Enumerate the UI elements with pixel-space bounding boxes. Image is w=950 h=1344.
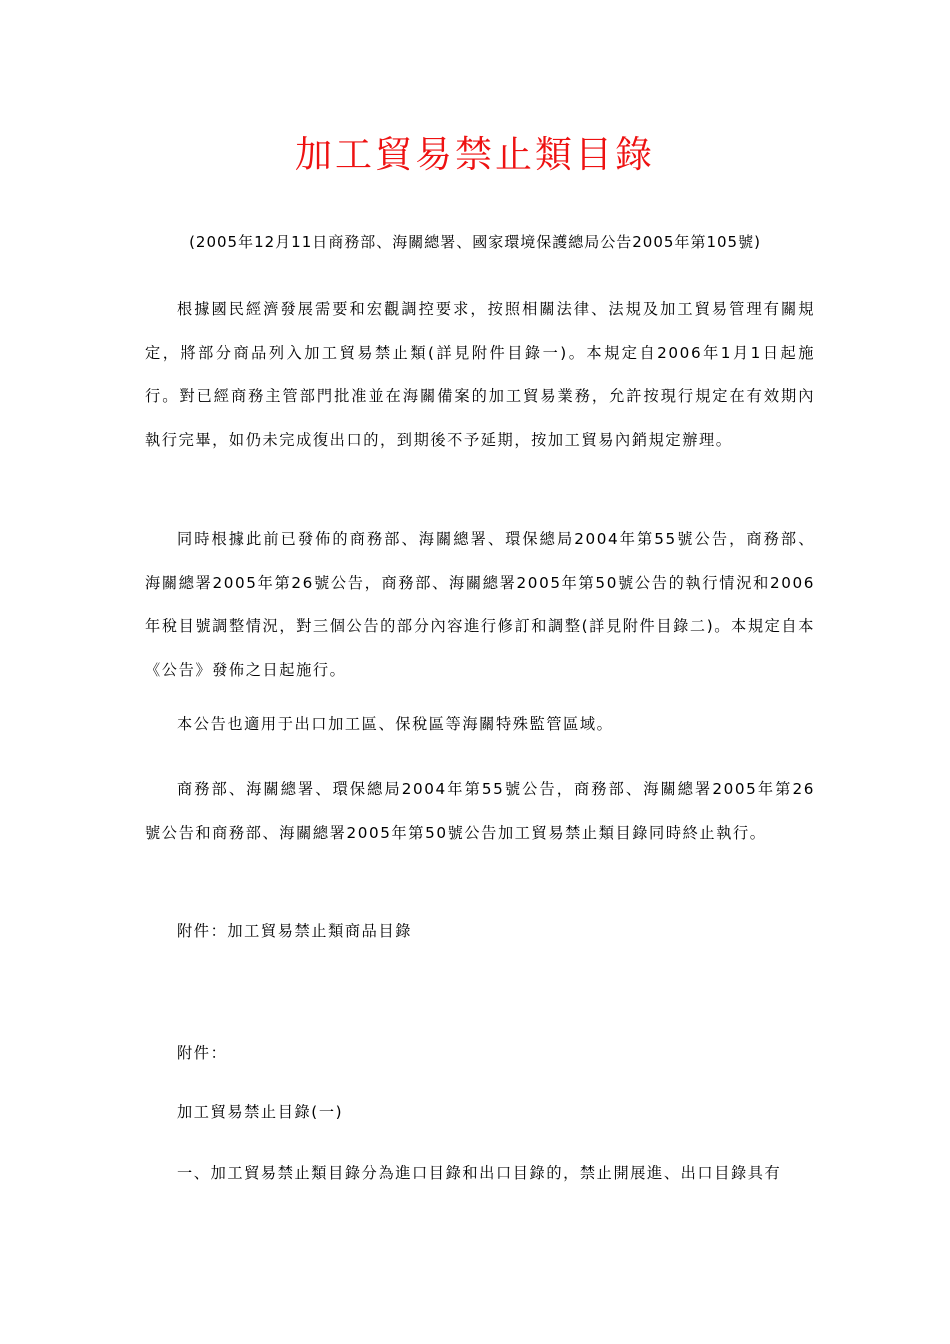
document-subtitle: (2005年12月11日商務部、海關總署、國家環境保護總局公告2005年第105號) <box>189 233 761 251</box>
attachment-note: 附件：加工貿易禁止類商品目錄 <box>177 922 413 940</box>
list-title: 加工貿易禁止目錄(一) <box>177 1103 344 1121</box>
paragraph-4: 商務部、海關總署、環保總局2004年第55號公告，商務部、海關總署2005年第26號公告和商務部、海關總署2005年第50號公告加工貿易禁止類目錄同時終止執行。 <box>145 780 815 842</box>
paragraph-3: 本公告也適用于出口加工區、保稅區等海關特殊監管區域。 <box>177 715 614 733</box>
attachment-label: 附件： <box>177 1044 228 1062</box>
paragraph-1: 根據國民經濟發展需要和宏觀調控要求，按照相關法律、法規及加工貿易管理有關規定，將部分商品列入加工貿易禁止類(詳見附件目錄一)。本規定自2006年1月1日起施行。對已經商務主管部門批准並在海關備案的加工貿易業務，允許按現行規定在有效期內執行完畢，如仍未完成復出口的，到期後不予延期，按加工貿易內銷規定辦理。 <box>145 300 815 449</box>
document-title: 加工貿易禁止類目錄 <box>295 133 655 176</box>
paragraph-2: 同時根據此前已發佈的商務部、海關總署、環保總局2004年第55號公告，商務部、海關總署2005年第26號公告，商務部、海關總署2005年第50號公告的執行情況和2006年稅目號調整情況，對三個公告的部分內容進行修訂和調整(詳見附件目錄二)。本規定自本《公告》發佈之日起施行。 <box>145 530 815 679</box>
list-item-1: 一、加工貿易禁止類目錄分為進口目錄和出口目錄的，禁止開展進、出口目錄具有 <box>177 1164 782 1182</box>
